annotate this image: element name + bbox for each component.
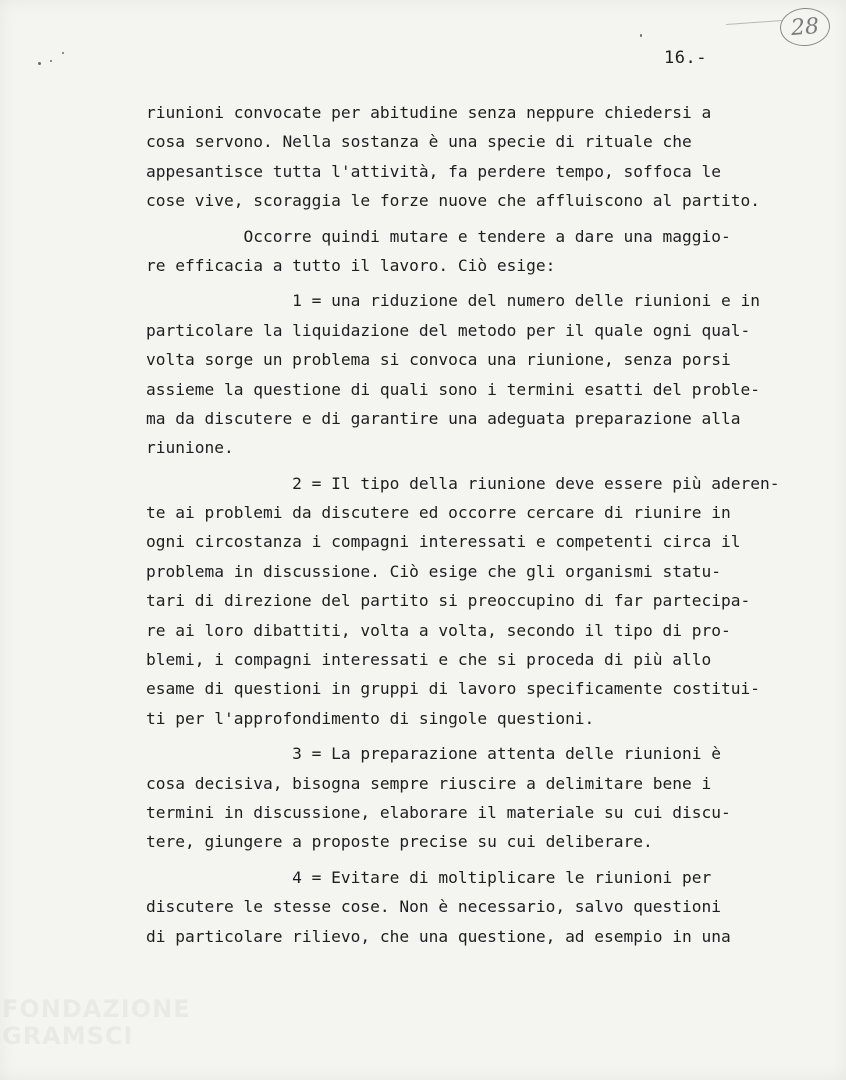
paragraph: [146, 863, 782, 951]
text-line: re efficacia a tutto il lavoro. Ciò esige:: [146, 255, 556, 275]
text-line: tere, giungere a proposte precise su cui deliberare.: [146, 832, 653, 852]
paper-speck: [640, 34, 642, 37]
paragraph: [146, 286, 782, 462]
text-line: assieme la questione di quali sono i termini esatti del proble-: [146, 379, 760, 399]
pencil-stroke: [726, 20, 782, 25]
text-line: problema in discussione. Ciò esige che gli organismi statu-: [146, 561, 721, 581]
text-line: riunioni convocate per abitudine senza neppure chiedersi a: [146, 103, 712, 122]
text-line: cose vive, scoraggia le forze nuove che affluiscono al partito.: [146, 191, 760, 211]
text-line: re ai loro dibattiti, volta a volta, secondo il tipo di pro-: [146, 620, 731, 640]
institution-watermark: [2, 996, 191, 1050]
paragraph: [146, 222, 782, 281]
paragraph: [146, 739, 782, 857]
text-line: 3 = La preparazione attenta delle riunioni è: [146, 744, 721, 764]
text-line: blemi, i compagni interessati e che si proceda di più allo: [146, 650, 712, 670]
text-line: appesantisce tutta l'attività, fa perdere tempo, soffoca le: [146, 161, 721, 181]
paper-speck: [38, 62, 41, 65]
text-line: 2 = Il tipo della riunione deve essere più aderen-: [146, 473, 780, 493]
text-line: te ai problemi da discutere ed occorre cercare di riunire in: [146, 503, 731, 523]
text-line: di particolare rilievo, che una questione, ad esempio in una: [146, 926, 731, 946]
text-line: discutere le stesse cose. Non è necessario, salvo questioni: [146, 897, 721, 917]
archive-folio-mark: [779, 6, 832, 47]
watermark-line-2: [2, 1023, 191, 1050]
text-line: cosa decisiva, bisogna sempre riuscire a delimitare bene i: [146, 773, 712, 793]
text-line: cosa servono. Nella sostanza è una specie di rituale che: [146, 132, 692, 152]
watermark-line-1: [2, 996, 191, 1023]
paper-speck: [62, 52, 64, 54]
text-line: volta sorge un problema si convoca una riunione, senza porsi: [146, 350, 731, 370]
text-line: termini in discussione, elaborare il materiale su cui discu-: [146, 802, 731, 822]
paragraph: [146, 98, 782, 216]
text-line: 4 = Evitare di moltiplicare le riunioni per: [146, 867, 712, 887]
archive-folio-number: 28: [790, 13, 820, 41]
text-line: tari di direzione del partito si preoccupino di far partecipa-: [146, 591, 751, 611]
text-line: particolare la liquidazione del metodo per il quale ogni qual-: [146, 320, 751, 340]
text-line: esame di questioni in gruppi di lavoro specificamente costitui-: [146, 679, 760, 699]
text-line: ma da discutere e di garantire una adeguata preparazione alla: [146, 408, 741, 428]
typed-body-text: [146, 98, 782, 951]
text-line: riunione.: [146, 438, 234, 458]
text-line: Occorre quindi mutare e tendere a dare una maggio-: [146, 226, 731, 246]
text-line: 1 = una riduzione del numero delle riunioni e in: [146, 291, 760, 311]
paper-speck: [50, 60, 52, 62]
paragraph: [146, 469, 782, 734]
page-number: 16.-: [664, 48, 707, 68]
text-line: ti per l'approfondimento di singole questioni.: [146, 708, 595, 728]
text-line: ogni circostanza i compagni interessati e competenti circa il: [146, 532, 741, 552]
